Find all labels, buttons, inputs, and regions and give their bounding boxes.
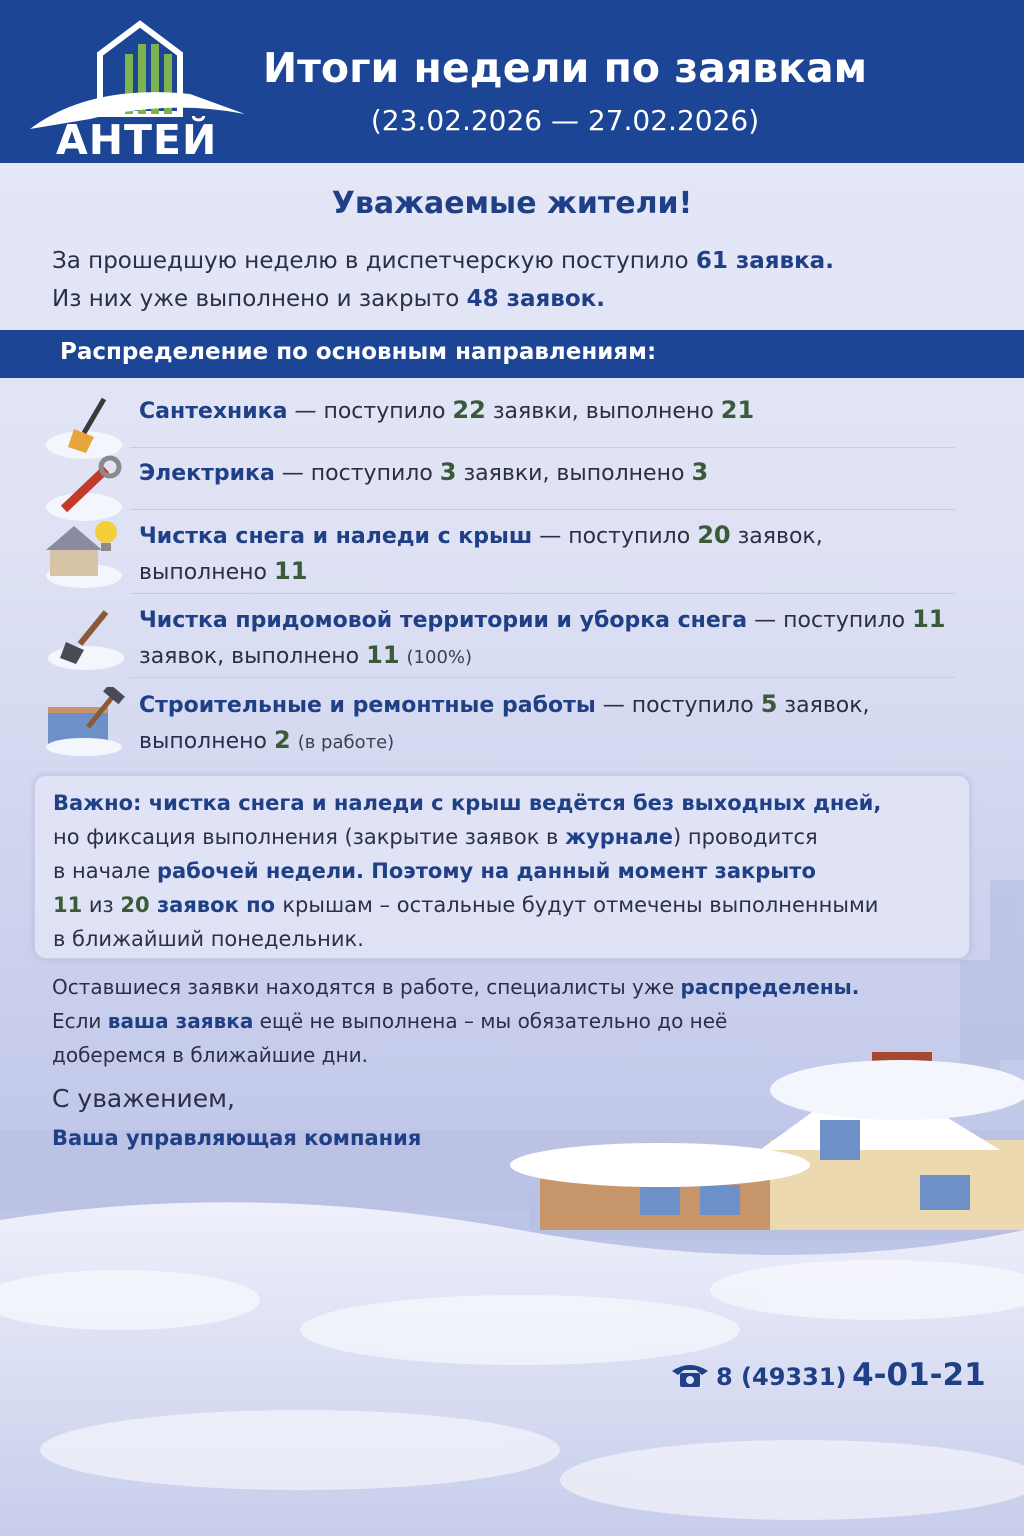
note-text: но фиксация выполнения (закрытие заявок в xyxy=(53,825,566,849)
done-count: 11 xyxy=(366,641,400,669)
signature-company: Ваша управляющая компания xyxy=(52,1126,422,1150)
snow-shovel-icon xyxy=(44,602,128,672)
divider xyxy=(130,447,955,448)
category-item xyxy=(44,602,954,678)
category-item xyxy=(44,687,954,763)
header-bar xyxy=(0,0,1024,163)
important-note xyxy=(34,775,970,959)
category-name: Электрика xyxy=(139,461,275,486)
date-range: (23.02.2026 — 27.02.2026) xyxy=(370,104,760,137)
phone-icon xyxy=(670,1361,710,1389)
category-text: выполнено xyxy=(139,560,274,585)
received-count: 3 xyxy=(439,458,457,486)
intro-line1: За прошедшую неделю в диспетчерскую поступило xyxy=(52,248,696,274)
note-text: заявок по xyxy=(149,893,283,917)
category-item xyxy=(44,455,954,515)
note-text: рабочей недели. Поэтому на данный момент закрыто xyxy=(156,859,816,883)
done-count: 2 xyxy=(274,726,291,754)
note-text: из xyxy=(82,893,121,917)
done-count: 3 xyxy=(691,458,709,486)
note-total-count: 20 xyxy=(120,893,150,917)
rest-text: ваша заявка xyxy=(107,1009,254,1033)
note-text: ) проводится xyxy=(673,825,818,849)
note-text: чистка снега и наледи с крыш ведётся без выходных дней, xyxy=(141,791,882,815)
received-count: 5 xyxy=(760,690,778,718)
total-received: 61 заявка. xyxy=(695,248,834,274)
done-percent: (100%) xyxy=(406,647,473,668)
note-text: журнале xyxy=(565,825,674,849)
house-lightbulb-icon xyxy=(44,518,128,588)
category-text: выполнено xyxy=(139,729,274,754)
rest-text: распределены. xyxy=(680,975,860,999)
category-text: — поступило xyxy=(747,608,913,633)
house-illustration xyxy=(510,1052,1024,1240)
divider xyxy=(130,593,955,594)
received-count: 11 xyxy=(912,605,946,633)
received-count: 20 xyxy=(697,521,731,549)
note-text: в ближайший понедельник. xyxy=(53,927,364,951)
note-closed-count: 11 xyxy=(53,893,83,917)
in-progress-note: (в работе) xyxy=(297,732,395,753)
category-item xyxy=(44,393,954,453)
category-text: — поступило xyxy=(287,399,453,424)
divider xyxy=(130,677,955,678)
intro-line2: Из них уже выполнено и закрыто xyxy=(52,286,467,312)
phone-number[interactable] xyxy=(670,1357,986,1393)
wrench-icon xyxy=(44,455,128,525)
category-text: — поступило xyxy=(532,524,698,549)
snow-shovel-icon xyxy=(44,393,128,463)
done-count: 11 xyxy=(274,557,308,585)
divider xyxy=(130,509,955,510)
phone-prefix: 8 (49331) xyxy=(716,1363,847,1391)
category-name: Чистка снега и наледи с крыш xyxy=(139,524,533,549)
category-text: заявок, xyxy=(730,524,823,549)
note-label: Важно: xyxy=(53,791,142,815)
rest-text: Если xyxy=(52,1009,108,1033)
page-title: Итоги недели по заявкам xyxy=(262,44,868,92)
intro-text xyxy=(52,242,834,318)
greeting: Уважаемые жители! xyxy=(331,186,693,221)
category-text: заявок, xyxy=(777,693,870,718)
note-text: в начале xyxy=(53,859,157,883)
category-name: Чистка придомовой территории и уборка снега xyxy=(139,608,748,633)
total-closed: 48 заявок. xyxy=(466,286,605,312)
category-text: — поступило xyxy=(274,461,440,486)
done-count: 21 xyxy=(720,396,755,424)
section-band xyxy=(0,330,1024,378)
category-name: Сантехника xyxy=(139,399,288,424)
phone-main: 4-01-21 xyxy=(852,1357,986,1393)
category-text: заявки, выполнено xyxy=(485,399,721,424)
signature-greeting: С уважением, xyxy=(52,1084,235,1113)
rest-text: доберемся в ближайшие дни. xyxy=(52,1043,368,1067)
category-text: заявки, выполнено xyxy=(456,461,692,486)
rest-text: Оставшиеся заявки находятся в работе, специалисты уже xyxy=(52,975,681,999)
remaining-text xyxy=(52,970,972,1072)
category-item xyxy=(44,518,954,594)
brand-name: АНТЕЙ xyxy=(56,116,218,164)
rest-text: ещё не выполнена – мы обязательно до неё xyxy=(253,1009,728,1033)
construction-hammer-icon xyxy=(44,687,128,757)
received-count: 22 xyxy=(452,396,486,424)
section-title: Распределение по основным направлениям: xyxy=(60,339,657,365)
category-text: — поступило xyxy=(595,693,761,718)
category-name: Строительные и ремонтные работы xyxy=(139,693,596,718)
note-text: крышам – остальные будут отмечены выполненными xyxy=(282,893,879,917)
category-text: заявок, выполнено xyxy=(139,644,367,669)
